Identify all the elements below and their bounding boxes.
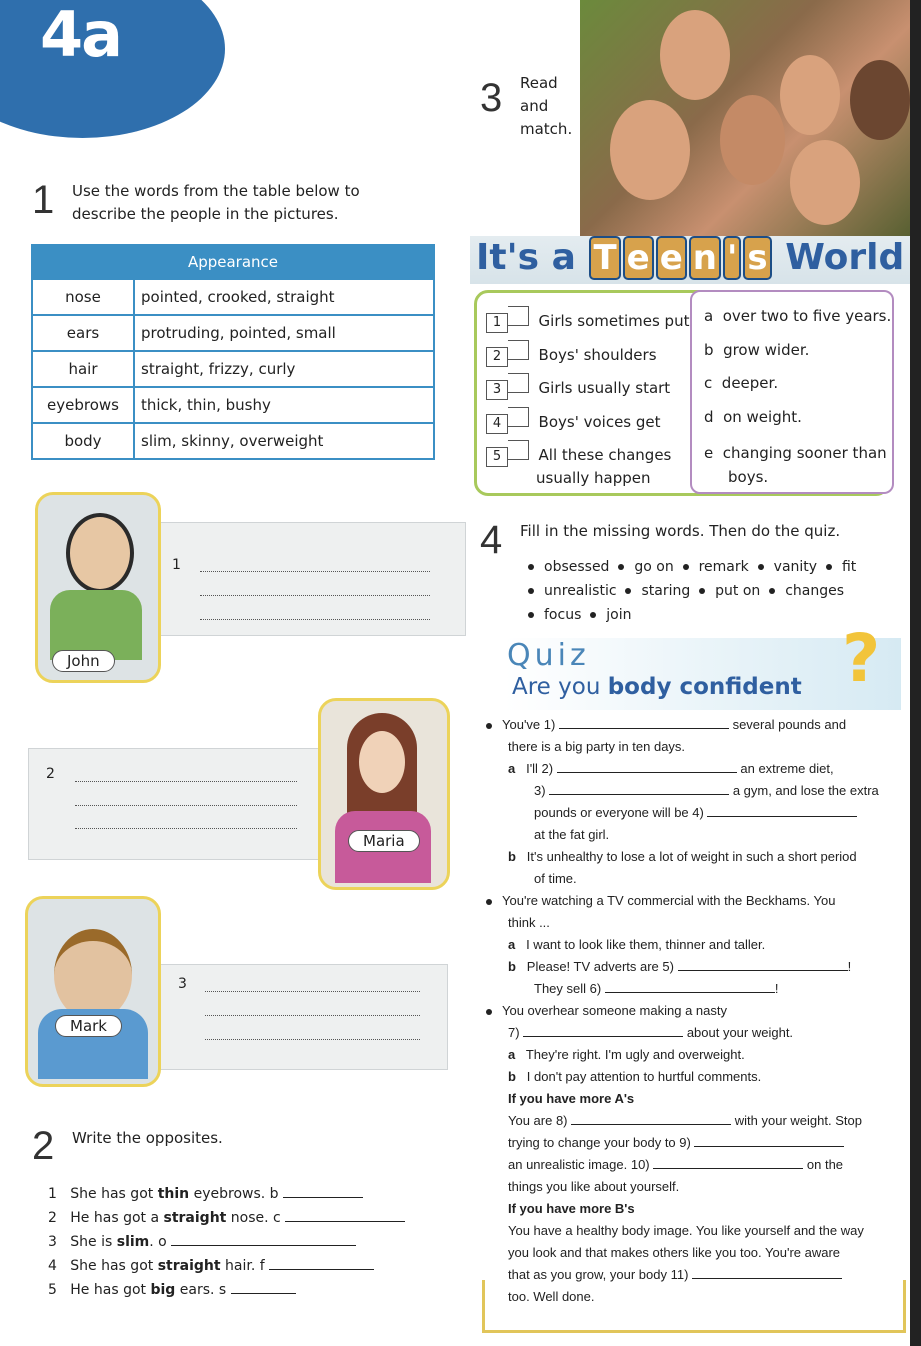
answer-line[interactable] (205, 1038, 420, 1040)
match-left-item: 1 Girls sometimes put (486, 306, 689, 333)
exercise-3-instruction: Read and match. (520, 74, 573, 138)
answer-line[interactable] (75, 827, 297, 829)
list-item: 3 She is slim. o (48, 1230, 405, 1254)
mark-picture (25, 896, 161, 1087)
list-item: 5 He has got big ears. s (48, 1278, 405, 1302)
unit-label: 4a (40, 0, 121, 71)
exercise-2-instruction: Write the opposites. (72, 1129, 223, 1147)
maria-name-tag: Maria (348, 830, 420, 852)
maria-picture (318, 698, 450, 890)
list-item: 1 She has got thin eyebrows. b (48, 1182, 405, 1206)
list-item: 4 She has got straight hair. f (48, 1254, 405, 1278)
match-right-item: e changing sooner than boys. (704, 444, 887, 486)
table-row: ears protruding, pointed, small (32, 315, 434, 351)
word-bank-row: obsessed go on remark vanity fit (528, 559, 856, 575)
word-bank-row: focus join (528, 607, 631, 623)
match-left-item: 5 All these changes usually happen (486, 440, 671, 490)
table-row: nose pointed, crooked, straight (32, 279, 434, 315)
answer-line[interactable] (205, 1014, 420, 1016)
match-left-item: 3 Girls usually start (486, 373, 670, 400)
answer-line[interactable] (75, 780, 297, 782)
answer-line[interactable] (200, 570, 430, 572)
answer-line[interactable] (205, 990, 420, 992)
exercise-4-number: 4 (480, 518, 503, 562)
table-row: hair straight, frizzy, curly (32, 351, 434, 387)
teens-photo (580, 0, 910, 262)
match-right-item: d on weight. (704, 408, 802, 426)
list-item: 2 He has got a straight nose. c (48, 1206, 405, 1230)
match-right-item: c deeper. (704, 374, 779, 392)
word-bank-row: unrealistic staring put on changes (528, 583, 844, 599)
exercise-4-instruction: Fill in the missing words. Then do the quiz. (520, 522, 841, 540)
scrollbar-edge (910, 0, 921, 1346)
section-title: It's a T e e n ' s World (470, 236, 910, 284)
answer-number: 1 (172, 557, 181, 573)
match-left-item: 4 Boys' voices get (486, 407, 661, 434)
exercise-2-number: 2 (32, 1124, 55, 1168)
match-right-item: a over two to five years. (704, 307, 892, 325)
mark-name-tag: Mark (55, 1015, 122, 1037)
table-row: body slim, skinny, overweight (32, 423, 434, 459)
table-header: Appearance (32, 245, 434, 279)
answer-number: 3 (178, 976, 187, 992)
john-name-tag: John (52, 650, 115, 672)
quiz-bracket (482, 1280, 906, 1333)
exercise-1-instruction: Use the words from the table below to describe the people in the pictures. (72, 182, 360, 223)
question-mark-icon: ? (842, 620, 881, 697)
answer-number: 2 (46, 766, 55, 782)
opposites-list (48, 1182, 405, 1302)
match-right-item: b grow wider. (704, 341, 810, 359)
match-left-item: 2 Boys' shoulders (486, 340, 657, 367)
answer-line[interactable] (200, 618, 430, 620)
appearance-table (31, 244, 435, 460)
quiz-subtitle: Are you body confident (512, 674, 802, 700)
mark-answer-panel (150, 964, 448, 1070)
quiz-body: You've 1) several pounds and there is a big party in ten days. a I'll 2) an extreme diet, 3) a gym, and lose the extra pounds or everyone will be 4) at the fat girl. b It's unhealthy to lose a lot of weight in such a short period of time. You're watching a TV commercial with the Beckhams. You think ... a I want to look like them, thinner and taller. b Please! TV adverts are 5) ! They sell 6) ! You overhear someone making a nasty 7) about your weight. a They're right. I'm ugly and overweight. b I don't pay attention to hurtful comments. If you have more A's You are 8) with your weight. Stop trying to change your body to 9) an unrealistic image. 10) on the things you like about yourself. If you have more B's You have a healthy body image. You like yourself and the way you look and that makes others like you too. You're aware that as you grow, your body 11) too. Well done. (486, 714, 881, 1308)
table-row: eyebrows thick, thin, bushy (32, 387, 434, 423)
answer-line[interactable] (75, 804, 297, 806)
exercise-1-number: 1 (32, 178, 55, 222)
quiz-title: Quiz (507, 638, 590, 673)
answer-line[interactable] (200, 594, 430, 596)
exercise-3-number: 3 (480, 76, 503, 120)
